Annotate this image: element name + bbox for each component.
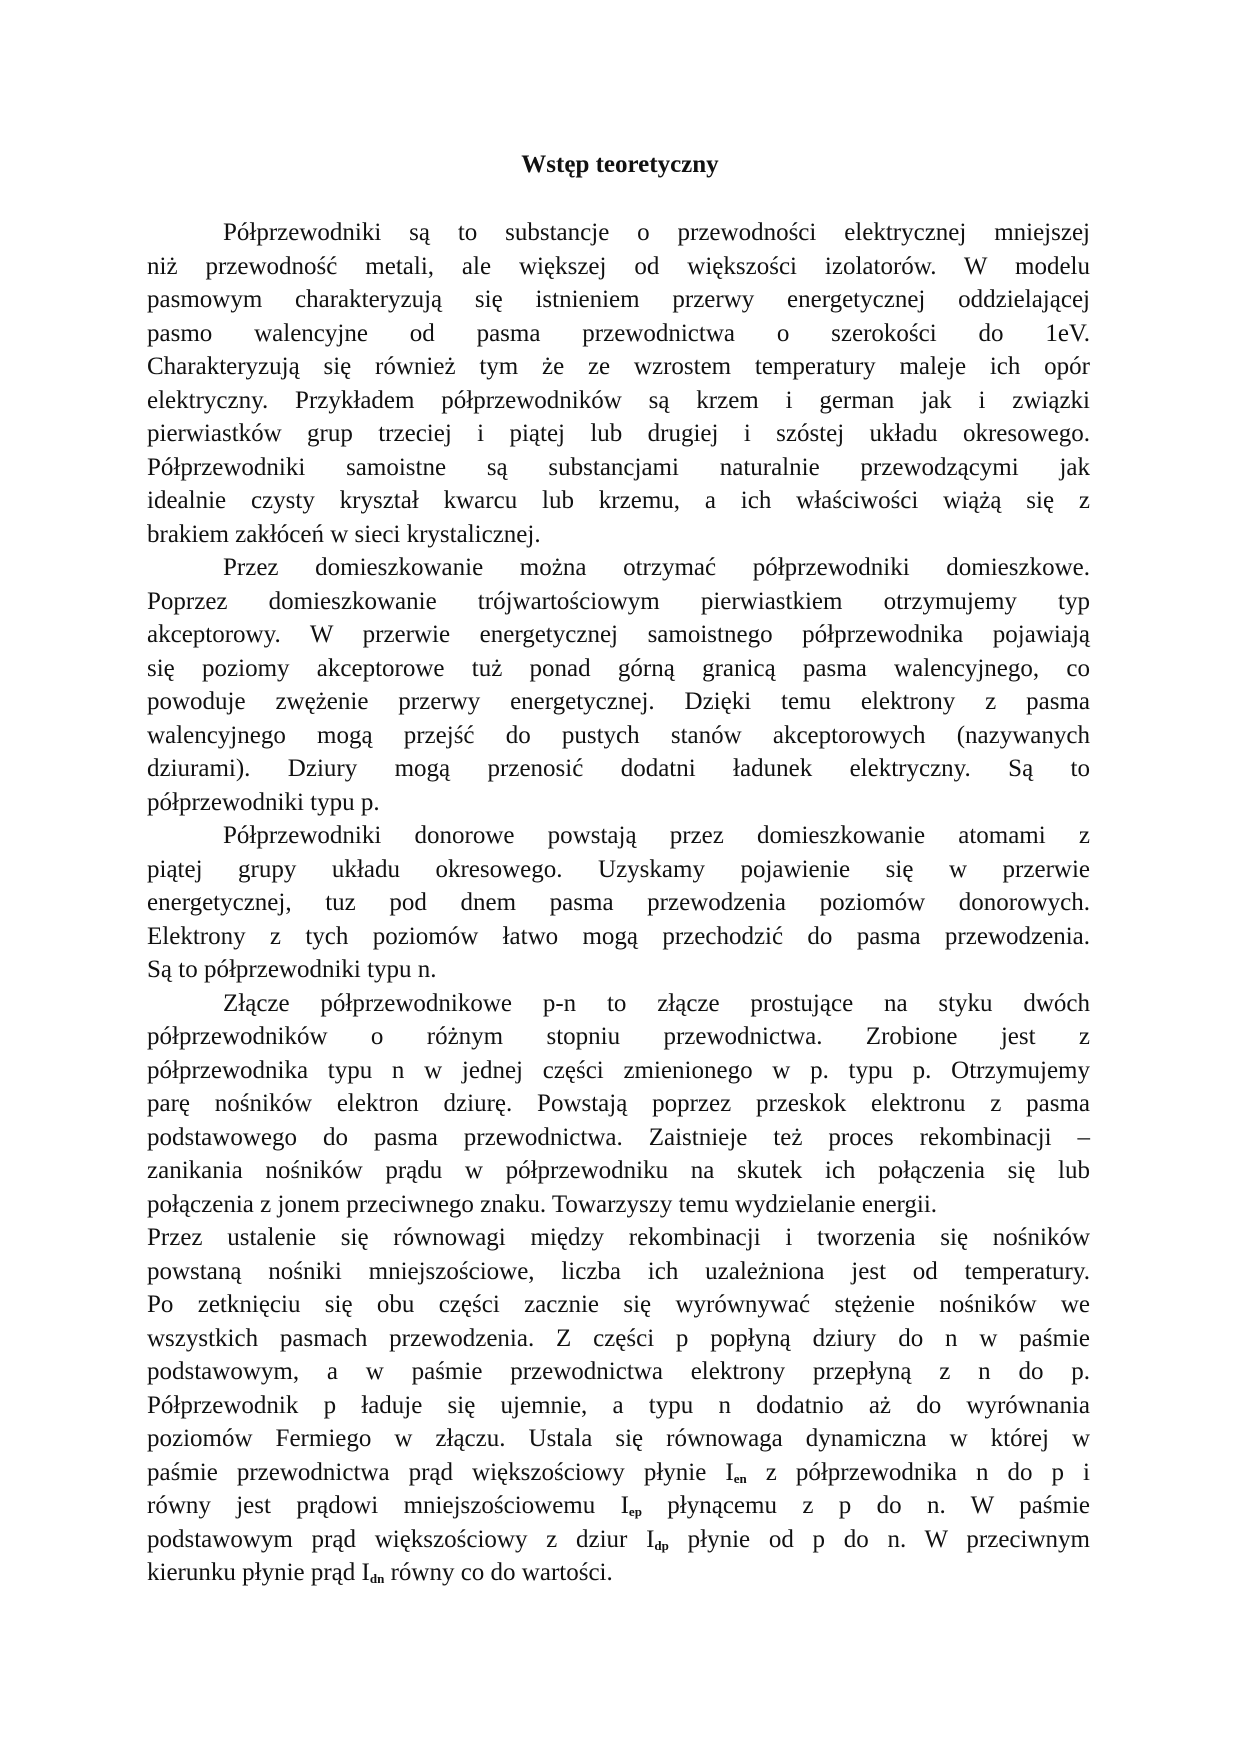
text-line (147, 250, 1090, 284)
text-run: Po zetknięciu się obu części zacznie się wyrównywać stężenie nośników we (147, 1291, 1090, 1318)
text-line (147, 1422, 1090, 1456)
current-subscript: en (733, 1470, 747, 1486)
text-line (147, 1389, 1090, 1423)
text-line (147, 1221, 1090, 1255)
current-subscript: dn (369, 1571, 385, 1586)
text-run: pasmo walencyjne od pasma przewodnictwa o szerokości do 1eV. (147, 319, 1090, 347)
text-line (147, 350, 1090, 384)
text-line (147, 1054, 1090, 1088)
text-run: walencyjnego mogą przejść do pustych stanów akceptorowych (nazywanych (147, 721, 1090, 749)
text-line (147, 451, 1090, 485)
document-title: Wstęp teoretyczny (521, 151, 719, 178)
text-line (147, 819, 1090, 853)
text-line (147, 652, 1090, 686)
text-line (147, 953, 1090, 987)
text-line (147, 685, 1090, 719)
text-line (147, 1020, 1090, 1054)
text-run: Przez domieszkowanie można otrzymać półprzewodniki domieszkowe. (223, 554, 1090, 581)
text-run: zanikania nośników prądu w półprzewodniku na skutek ich połączenia się lub (147, 1157, 1090, 1184)
text-line (147, 417, 1090, 451)
text-run: brakiem zakłóceń w sieci krystalicznej. (147, 520, 541, 548)
text-run: podstawowego do pasma przewodnictwa. Zaistnieje też proces rekombinacji – (147, 1123, 1090, 1151)
text-line (147, 1188, 1090, 1222)
text-line (147, 216, 1090, 250)
text-run: poziomów Fermiego w złączu. Ustala się równowaga dynamiczna w której w (147, 1425, 1090, 1452)
text-run: akceptorowy. W przerwie energetycznej samoistnego półprzewodnika pojawiają (147, 621, 1090, 648)
text-run: podstawowym prąd większościowy z dziur I (147, 1525, 655, 1553)
text-line (147, 786, 1090, 820)
text-run: energetycznej, tuz pod dnem pasma przewodzenia poziomów donorowych. (147, 889, 1090, 916)
text-line (147, 618, 1090, 652)
current-subscript: dp (654, 1537, 669, 1553)
text-line (147, 1255, 1090, 1289)
text-line (147, 752, 1090, 786)
text-run: idealnie czysty kryształ kwarcu lub krzemu, a ich właściwości wiążą się z (147, 487, 1090, 514)
text-line (147, 1288, 1090, 1322)
text-run: Przez ustalenie się równowagi między rekombinacji i tworzenia się nośników (147, 1224, 1090, 1251)
text-line (147, 484, 1090, 518)
text-line (147, 518, 1090, 552)
text-run: półprzewodników o różnym stopniu przewodnictwa. Zrobione jest z (147, 1023, 1090, 1050)
text-run: równy jest prądowi mniejszościowemu I (147, 1492, 629, 1519)
text-run: półprzewodnika typu n w jednej części zmienionego w p. typu p. Otrzymujemy (147, 1056, 1090, 1084)
text-run: pasmowym charakteryzują się istnieniem przerwy energetycznej oddzielającej (147, 286, 1090, 313)
text-line (147, 551, 1090, 585)
text-run: Elektrony z tych poziomów łatwo mogą przechodzić do pasma przewodzenia. (147, 922, 1090, 950)
text-line (147, 585, 1090, 619)
text-run: podstawowym, a w paśmie przewodnictwa elektrony przepłyną z n do p. (147, 1358, 1090, 1385)
text-run: równy co do wartości. (384, 1559, 613, 1586)
text-run: Półprzewodniki są to substancje o przewodności elektrycznej mniejszej (223, 219, 1090, 246)
current-subscript: ep (628, 1504, 642, 1519)
text-line (147, 1121, 1090, 1155)
text-run: kierunku płynie prąd I (147, 1559, 370, 1586)
text-line (147, 853, 1090, 887)
text-line (147, 1489, 1090, 1523)
text-run: parę nośników elektron dziurę. Powstają poprzez przeskok elektronu z pasma (147, 1090, 1090, 1117)
text-run: Półprzewodniki samoistne są substancjami naturalnie przewodzącymi jak (147, 453, 1090, 481)
text-line (147, 1556, 1090, 1590)
text-run: wszystkich pasmach przewodzenia. Z części p popłyną dziury do n w paśmie (147, 1324, 1090, 1352)
text-line (147, 1523, 1090, 1557)
text-line (147, 920, 1090, 954)
text-run: pierwiastków grup trzeciej i piątej lub drugiej i szóstej układu okresowego. (147, 420, 1090, 447)
paragraph (147, 1221, 1090, 1590)
paragraph (147, 987, 1090, 1222)
text-run: płynącemu z p do n. W paśmie (641, 1492, 1090, 1519)
text-run: Półprzewodnik p ładuje się ujemnie, a typu n dodatnio aż do wyrównania (147, 1391, 1090, 1419)
text-run: się poziomy akceptorowe tuż ponad górną granicą pasma walencyjnego, co (147, 654, 1090, 682)
text-line (147, 1087, 1090, 1121)
text-line (147, 1322, 1090, 1356)
text-line (147, 1154, 1090, 1188)
text-run: powstaną nośniki mniejszościowe, liczba ich uzależniona jest od temperatury. (147, 1257, 1090, 1285)
text-run: z półprzewodnika n do p i (746, 1458, 1090, 1486)
text-line (147, 1456, 1090, 1490)
text-line (147, 317, 1090, 351)
text-run: paśmie przewodnictwa prąd większościowy płynie I (147, 1458, 734, 1486)
text-run: płynie od p do n. W przeciwnym (668, 1525, 1090, 1553)
text-run: połączenia z jonem przeciwnego znaku. Towarzyszy temu wydzielanie energii. (147, 1190, 938, 1218)
text-run: piątej grupy układu okresowego. Uzyskamy pojawienie się w przerwie (147, 855, 1090, 883)
text-line (147, 283, 1090, 317)
text-run: elektryczny. Przykładem półprzewodników są krzem i german jak i związki (147, 386, 1090, 414)
text-line (147, 987, 1090, 1021)
text-line (147, 719, 1090, 753)
text-run: niż przewodność metali, ale większej od większości izolatorów. W modelu (147, 252, 1090, 280)
text-run: powoduje zwężenie przerwy energetycznej. Dzięki temu elektrony z pasma (147, 688, 1090, 715)
text-run: Charakteryzują się również tym że ze wzrostem temperatury maleje ich opór (147, 353, 1090, 380)
text-run: Złącze półprzewodnikowe p-n to złącze prostujące na styku dwóch (223, 989, 1090, 1017)
paragraph (147, 551, 1090, 819)
text-run: dziurami). Dziury mogą przenosić dodatni ładunek elektryczny. Są to (147, 755, 1090, 782)
text-run: Poprzez domieszkowanie trójwartościowym pierwiastkiem otrzymujemy typ (147, 587, 1090, 615)
text-run: półprzewodniki typu p. (147, 788, 380, 816)
text-line (147, 384, 1090, 418)
text-run: Są to półprzewodniki typu n. (147, 956, 437, 983)
text-run: Półprzewodniki donorowe powstają przez domieszkowanie atomami z (223, 822, 1090, 849)
text-line (147, 886, 1090, 920)
text-line (147, 1355, 1090, 1389)
document-body (147, 216, 1090, 1590)
paragraph (147, 819, 1090, 987)
paragraph (147, 216, 1090, 551)
